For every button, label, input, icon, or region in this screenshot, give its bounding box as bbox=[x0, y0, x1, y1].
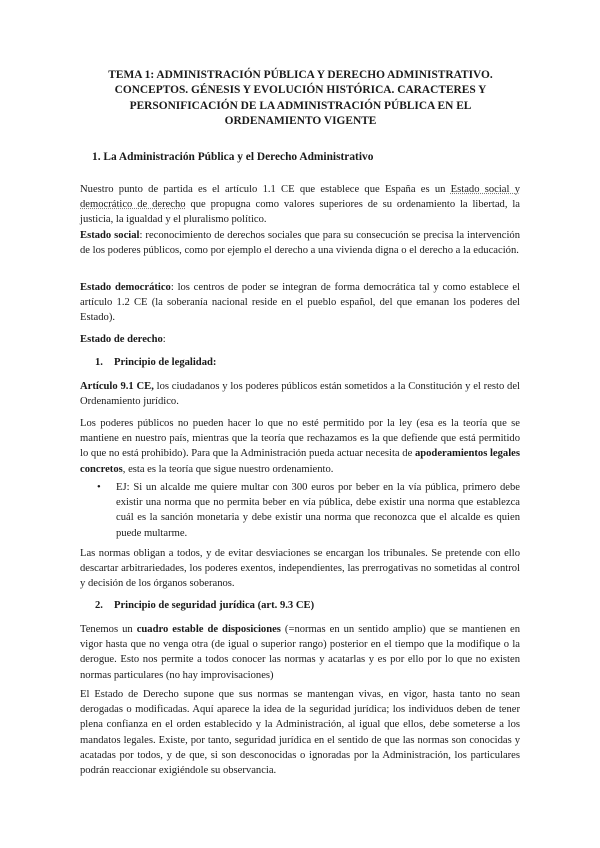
normas-paragraph: Las normas obligan a todos, y de evitar desviaciones se encargan los tribunales. Se pretende con ello descartar arbitrariedades, los poderes exentos, independientes, las prerrogativas no sometidas al control y decisión de los órganos soberanos. bbox=[80, 548, 520, 590]
estado-social-link: Estado social y democrático de derecho bbox=[80, 184, 520, 211]
cuadro-paragraph: Tenemos un cuadro estable de disposiciones (=normas en un sentido amplio) que se mantienen en vigor hasta que no venga otra (de igual o superior rango) posterior en el tiempo que la modifique o la derogue. Esto nos permite a todos conocer las normas y acatarlas y es por ello por lo que no existen normas particulares (no hay improvisaciones) bbox=[80, 624, 521, 681]
principle-1-title: Principio de legalidad: bbox=[114, 357, 217, 368]
term-articulo-9-1: Artículo 9.1 CE, bbox=[80, 381, 154, 392]
example-paragraph: EJ: Si un alcalde me quiere multar con 300 euros por beber en la vía pública, primero debe existir una norma que no permita beber en vía pública, debe existir una norma que establezca cuál es la sanción monetaria y debe existir una norma que reconozca que el alcalde es quien puede multarme. bbox=[116, 482, 520, 539]
term-apoderamientos: apoderamientos legales concretos bbox=[80, 448, 520, 475]
estado-social-paragraph: Estado social: reconocimiento de derechos sociales que para su consecución se precisa la intervención de los poderes públicos, como por ejemplo el derecho a una vivienda digna o el derecho a la educación. bbox=[80, 230, 521, 257]
document-title: TEMA 1: ADMINISTRACIÓN PÚBLICA Y DERECHO ADMINISTRATIVO. CONCEPTOS. GÉNESIS Y EVOLUCIÓN HISTÓRICA. CARACTERES Y PERSONIFICACIÓN DE LA ADMINISTRACIÓN PÚBLICA EN EL ORDENAMIENTO VIGENTE bbox=[108, 69, 493, 128]
principle-2-number: 2. bbox=[95, 600, 103, 611]
term-estado-social: Estado social bbox=[80, 230, 140, 241]
intro-paragraph: Nuestro punto de partida es el artículo 1.1 CE que establece que España es un Estado social y democrático de derecho que propugna como valores superiores de su ordenamiento la libertad, la justicia, la igualdad y el pluralismo político. bbox=[80, 184, 520, 226]
final-paragraph: El Estado de Derecho supone que sus normas se mantengan vivas, en vigor, hasta tanto no sean derogadas o modificadas. Aquí aparece la idea de la seguridad jurídica; los individuos deben de tener plena confianza en el orden establecido y la Administración, al igual que ellos, debe someterse a los mandatos legales. Existe, por tanto, seguridad jurídica en el sentido de que las normas son conocidas y acatadas por todos, y de que, si son desconocidas o ignoradas por la Administración, los particulares podrán reaccionar exigiéndole su observancia. bbox=[80, 689, 520, 777]
bullet-icon: • bbox=[97, 482, 101, 493]
principle-1-number: 1. bbox=[95, 357, 103, 368]
articulo-9-1-paragraph: Artículo 9.1 CE, los ciudadanos y los poderes públicos están sometidos a la Constitución y el resto del Ordenamiento jurídico. bbox=[80, 381, 520, 408]
estado-democratico-paragraph: Estado democrático: los centros de poder se integran de forma democrática tal y como establece el artículo 1.2 CE (la soberanía nacional reside en el pueblo español, del que emanan los poderes del Estado). bbox=[80, 282, 520, 324]
principle-2-title: Principio de seguridad jurídica (art. 9.3 CE) bbox=[114, 600, 315, 611]
legalidad-paragraph: Los poderes públicos no pueden hacer lo que no esté permitido por la ley (esa es la teoría que se mantiene en nuestro país, mientras que la teoría que rechazamos es la que defiende que está permitido lo que no está prohibido). Para que la Administración pueda actuar necesita de apoderamientos legales concretos, esta es la teoría que sigue nuestro ordenamiento. bbox=[80, 418, 520, 475]
section-heading: 1. La Administración Pública y el Derecho Administrativo bbox=[92, 151, 374, 163]
term-estado-democratico: Estado democrático bbox=[80, 282, 171, 293]
estado-derecho-heading: Estado de derecho: bbox=[80, 334, 166, 345]
term-cuadro-estable: cuadro estable de disposiciones bbox=[136, 624, 281, 635]
